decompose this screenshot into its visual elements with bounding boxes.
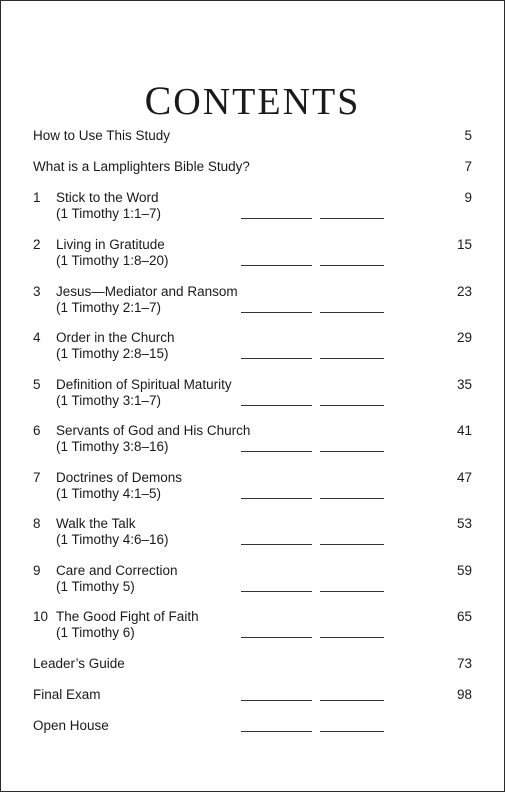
blank-line xyxy=(320,700,384,701)
lesson-page: 9 xyxy=(464,190,472,205)
blank-line xyxy=(241,218,312,219)
entry-label: Open House xyxy=(33,718,109,733)
blank-line xyxy=(320,218,384,219)
entry-page: 5 xyxy=(464,128,472,143)
blank-line xyxy=(241,700,312,701)
lesson-page: 41 xyxy=(456,423,472,438)
blank-line xyxy=(241,498,312,499)
lesson-number: 3 xyxy=(33,284,41,299)
entry-label: How to Use This Study xyxy=(33,128,171,143)
blank-line xyxy=(320,591,384,592)
blank-line xyxy=(241,544,312,545)
lesson-reference: (1 Timothy 4:6–16) xyxy=(56,532,169,547)
lesson-number: 9 xyxy=(33,563,41,578)
lesson-title: Order in the Church xyxy=(56,330,175,345)
blank-line xyxy=(320,731,384,732)
lesson-title: Jesus—Mediator and Ransom xyxy=(56,284,238,299)
lesson-number: 8 xyxy=(33,516,41,531)
blank-line xyxy=(241,312,312,313)
lesson-reference: (1 Timothy 6) xyxy=(56,625,135,640)
entry-page: 73 xyxy=(456,656,472,671)
blank-line xyxy=(320,265,384,266)
lesson-page: 23 xyxy=(456,284,472,299)
lesson-number: 6 xyxy=(33,423,41,438)
blank-line xyxy=(320,312,384,313)
lesson-number: 5 xyxy=(33,377,41,392)
blank-line xyxy=(320,637,384,638)
entry-label: What is a Lamplighters Bible Study? xyxy=(33,159,250,174)
blank-line xyxy=(241,358,312,359)
lesson-title: Care and Correction xyxy=(56,563,178,578)
lesson-number: 10 xyxy=(33,609,49,624)
lesson-reference: (1 Timothy 3:8–16) xyxy=(56,439,169,454)
lesson-number: 2 xyxy=(33,237,41,252)
lesson-page: 29 xyxy=(456,330,472,345)
lesson-page: 53 xyxy=(456,516,472,531)
blank-line xyxy=(320,544,384,545)
blank-line xyxy=(241,731,312,732)
entry-page: 7 xyxy=(464,159,472,174)
blank-line xyxy=(241,405,312,406)
lesson-reference: (1 Timothy 4:1–5) xyxy=(56,486,162,501)
lesson-reference: (1 Timothy 2:8–15) xyxy=(56,346,169,361)
lesson-number: 7 xyxy=(33,470,41,485)
blank-line xyxy=(241,637,312,638)
lesson-number: 4 xyxy=(33,330,41,345)
blank-line xyxy=(241,451,312,452)
entry-label: Leader’s Guide xyxy=(33,656,125,671)
blank-line xyxy=(241,265,312,266)
lesson-page: 15 xyxy=(456,237,472,252)
entry-page: 98 xyxy=(456,687,472,702)
title-initial: C xyxy=(144,78,174,124)
lesson-title: Definition of Spiritual Maturity xyxy=(56,377,232,392)
lesson-number: 1 xyxy=(33,190,41,205)
lesson-page: 47 xyxy=(456,470,472,485)
lesson-reference: (1 Timothy 1:8–20) xyxy=(56,253,169,268)
blank-line xyxy=(241,591,312,592)
lesson-title: Walk the Talk xyxy=(56,516,136,531)
lesson-title: Doctrines of Demons xyxy=(56,470,183,485)
lesson-title: Servants of God and His Church xyxy=(56,423,251,438)
page-title xyxy=(0,77,505,124)
lesson-title: Stick to the Word xyxy=(56,190,159,205)
lesson-reference: (1 Timothy 5) xyxy=(56,579,135,594)
blank-line xyxy=(320,405,384,406)
lesson-page: 65 xyxy=(456,609,472,624)
lesson-reference: (1 Timothy 1:1–7) xyxy=(56,206,162,221)
entry-label: Final Exam xyxy=(33,687,101,702)
lesson-page: 59 xyxy=(456,563,472,578)
lesson-title: Living in Gratitude xyxy=(56,237,165,252)
blank-line xyxy=(320,358,384,359)
lesson-reference: (1 Timothy 3:1–7) xyxy=(56,393,162,408)
lesson-reference: (1 Timothy 2:1–7) xyxy=(56,300,162,315)
blank-line xyxy=(320,451,384,452)
lesson-page: 35 xyxy=(456,377,472,392)
lesson-title: The Good Fight of Faith xyxy=(56,609,199,624)
blank-line xyxy=(320,498,384,499)
title-rest: ONTENTS xyxy=(173,81,361,124)
